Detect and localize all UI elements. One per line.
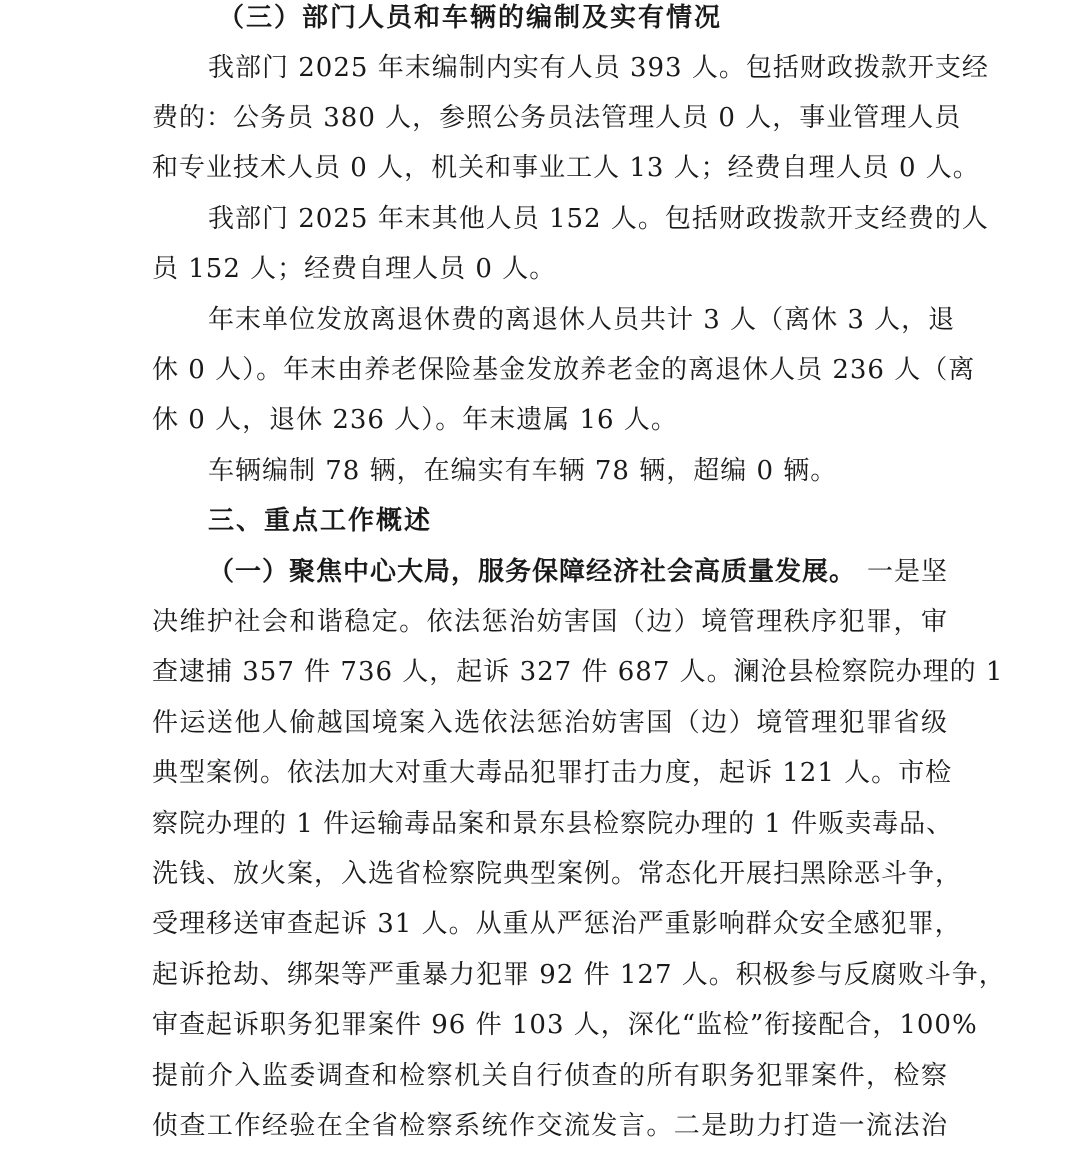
paragraph-line: 我部门 2025 年末其他人员 152 人。包括财政拨款开支经费的人: [208, 204, 989, 234]
paragraph-line: 员 152 人；经费自理人员 0 人。: [152, 254, 557, 284]
paragraph-line: 休 0 人，退休 236 人）。年末遗属 16 人。: [152, 405, 678, 435]
section-subheading: （三）部门人员和车辆的编制及实有情况: [218, 3, 723, 33]
paragraph-line: 车辆编制 78 辆，在编实有车辆 78 辆，超编 0 辆。: [208, 456, 838, 486]
paragraph-line: 受理移送审查起诉 31 人。从重从严惩治严重影响群众安全感犯罪，: [152, 909, 962, 939]
paragraph-line: 年末单位发放离退休费的离退休人员共计 3 人（离休 3 人，退: [208, 305, 956, 335]
paragraph-line: 决维护社会和谐稳定。依法惩治妨害国（边）境管理秩序犯罪，审: [152, 607, 948, 637]
paragraph-line: 审查起诉职务犯罪案件 96 件 103 人，深化“监检”衔接配合，100%: [152, 1010, 978, 1040]
paragraph-line: 费的：公务员 380 人，参照公务员法管理人员 0 人，事业管理人员: [152, 103, 962, 133]
paragraph-line: 察院办理的 1 件运输毒品案和景东县检察院办理的 1 件贩卖毒品、: [152, 809, 954, 839]
paragraph-line: 典型案例。依法加大对重大毒品犯罪打击力度，起诉 121 人。市检: [152, 758, 953, 788]
paragraph-line: 洗钱、放火案，入选省检察院典型案例。常态化开展扫黑除恶斗争，: [152, 859, 963, 889]
section-heading: 三、重点工作概述: [208, 506, 433, 536]
bold-lead: （一）聚焦中心大局，服务保障经济社会高质量发展。: [208, 557, 857, 587]
paragraph-line: 我部门 2025 年末编制内实有人员 393 人。包括财政拨款开支经: [208, 53, 989, 83]
paragraph-line: [208, 554, 948, 590]
paragraph-line: 提前介入监委调查和检察机关自行侦查的所有职务犯罪案件，检察: [152, 1061, 948, 1091]
lead-tail: 一是坚: [866, 557, 948, 587]
paragraph-line: 查逮捕 357 件 736 人，起诉 327 件 687 人。澜沧县检察院办理的 1: [152, 657, 1004, 687]
paragraph-line: 件运送他人偷越国境案入选依法惩治妨害国（边）境管理犯罪省级: [152, 708, 948, 738]
paragraph-line: 休 0 人）。年末由养老保险基金发放养老金的离退休人员 236 人（离: [152, 355, 976, 385]
paragraph-line: 侦查工作经验在全省检察系统作交流发言。二是助力打造一流法治: [152, 1111, 948, 1141]
paragraph-line: 和专业技术人员 0 人，机关和事业工人 13 人；经费自理人员 0 人。: [152, 153, 980, 183]
paragraph-line: 起诉抢劫、绑架等严重暴力犯罪 92 件 127 人。积极参与反腐败斗争，: [152, 960, 1006, 990]
